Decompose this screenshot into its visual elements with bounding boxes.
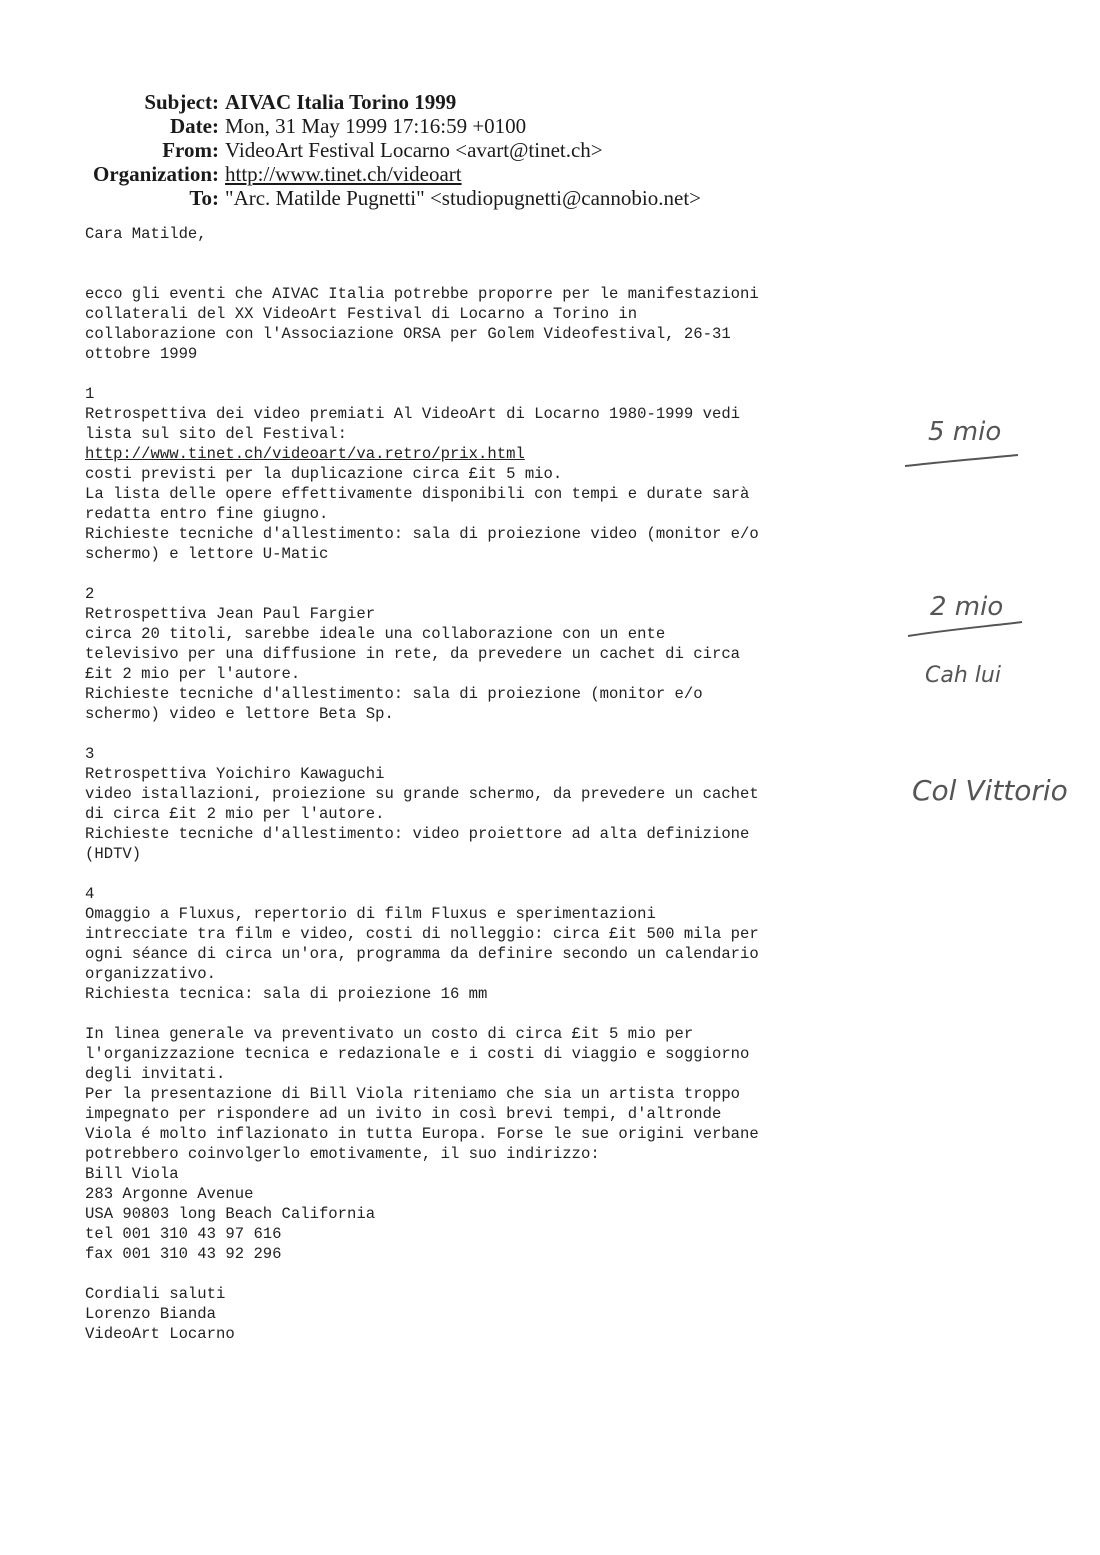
sender-name: Lorenzo Bianda bbox=[85, 1305, 217, 1323]
item-2 bbox=[85, 584, 905, 724]
address-fax: fax 001 310 43 92 296 bbox=[85, 1245, 282, 1263]
text-line: ogni séance di circa un'ora, programma da definire secondo un calendario bbox=[85, 945, 759, 963]
text-line: collaterali del XX VideoArt Festival di Locarno a Torino in bbox=[85, 305, 638, 323]
address-city: USA 90803 long Beach California bbox=[85, 1205, 376, 1223]
text-line: organizzativo. bbox=[85, 965, 217, 983]
signature bbox=[85, 1284, 905, 1344]
text-line: costi previsti per la duplicazione circa £it 5 mio. bbox=[85, 465, 563, 483]
sign-off: Cordiali saluti bbox=[85, 1285, 226, 1303]
text-line: ecco gli eventi che AIVAC Italia potrebbe proporre per le manifestazioni bbox=[85, 285, 759, 303]
text-line: Retrospettiva Jean Paul Fargier bbox=[85, 605, 376, 623]
festival-prix-link[interactable]: http://www.tinet.ch/videoart/va.retro/prix.html bbox=[85, 445, 525, 463]
text-line: In linea generale va preventivato un costo di circa £it 5 mio per bbox=[85, 1025, 694, 1043]
address-name: Bill Viola bbox=[85, 1165, 179, 1183]
to-row bbox=[0, 186, 701, 210]
sender-organization: VideoArt Locarno bbox=[85, 1325, 235, 1343]
text-line: Omaggio a Fluxus, repertorio di film Fluxus e sperimentazioni bbox=[85, 905, 656, 923]
text-line: Richieste tecniche d'allestimento: sala di proiezione (monitor e/o bbox=[85, 685, 703, 703]
text-line: Richiesta tecnica: sala di proiezione 16 mm bbox=[85, 985, 488, 1003]
text-line: potrebbero coinvolgerlo emotivamente, il suo indirizzo: bbox=[85, 1145, 600, 1163]
subject-value: AIVAC Italia Torino 1999 bbox=[225, 90, 457, 114]
organization-link[interactable]: http://www.tinet.ch/videoart bbox=[225, 162, 462, 186]
text-line: (HDTV) bbox=[85, 845, 142, 863]
email-headers bbox=[0, 90, 701, 210]
item-4 bbox=[85, 884, 905, 1004]
handwritten-underline bbox=[908, 622, 1022, 636]
from-label: From: bbox=[162, 138, 219, 162]
handwritten-underline bbox=[905, 455, 1018, 466]
handwritten-note-5-mio: 5 mio bbox=[928, 417, 1002, 447]
text-line: lista sul sito del Festival: bbox=[85, 425, 348, 443]
item-3 bbox=[85, 744, 905, 864]
item-number: 1 bbox=[85, 385, 95, 403]
text-line: video istallazioni, proiezione su grande schermo, da prevedere un cachet bbox=[85, 785, 759, 803]
handwritten-note-col-vittorio: Col Vittorio bbox=[912, 774, 1068, 807]
text-line: Retrospettiva Yoichiro Kawaguchi bbox=[85, 765, 385, 783]
text-line: schermo) e lettore U-Matic bbox=[85, 545, 329, 563]
email-body bbox=[85, 224, 905, 1344]
text-line: schermo) video e lettore Beta Sp. bbox=[85, 705, 394, 723]
to-label: To: bbox=[189, 186, 219, 210]
to-value: "Arc. Matilde Pugnetti" <studiopugnetti@cannobio.net> bbox=[225, 186, 702, 210]
text-line: £it 2 mio per l'autore. bbox=[85, 665, 301, 683]
text-line: Richieste tecniche d'allestimento: sala di proiezione video (monitor e/o bbox=[85, 525, 759, 543]
item-number: 4 bbox=[85, 885, 95, 903]
text-line: impegnato per rispondere ad un ivito in così brevi tempi, d'altronde bbox=[85, 1105, 722, 1123]
text-line: intrecciate tra film e video, costi di nolleggio: circa £it 500 mila per bbox=[85, 925, 759, 943]
subject-row bbox=[0, 90, 701, 114]
text-line: redatta entro fine giugno. bbox=[85, 505, 329, 523]
organization-row bbox=[0, 162, 701, 186]
text-line: degli invitati. bbox=[85, 1065, 226, 1083]
text-line: Richieste tecniche d'allestimento: video proiettore ad alta definizione bbox=[85, 825, 750, 843]
text-line: La lista delle opere effettivamente disponibili con tempi e durate sarà bbox=[85, 485, 750, 503]
item-number: 2 bbox=[85, 585, 95, 603]
intro-paragraph bbox=[85, 284, 905, 364]
closing-paragraph bbox=[85, 1024, 905, 1264]
text-line: l'organizzazione tecnica e redazionale e i costi di viaggio e soggiorno bbox=[85, 1045, 750, 1063]
text-line: Per la presentazione di Bill Viola riteniamo che sia un artista troppo bbox=[85, 1085, 741, 1103]
text-line: Viola é molto inflazionato in tutta Europa. Forse le sue origini verbane bbox=[85, 1125, 759, 1143]
handwritten-note-2-mio: 2 mio bbox=[930, 592, 1004, 622]
text-line: Retrospettiva dei video premiati Al VideoArt di Locarno 1980-1999 vedi bbox=[85, 405, 741, 423]
date-value: Mon, 31 May 1999 17:16:59 +0100 bbox=[225, 114, 527, 138]
handwritten-note-cah-lui: Cah lui bbox=[925, 663, 1001, 688]
greeting: Cara Matilde, bbox=[85, 225, 207, 243]
from-row bbox=[0, 138, 701, 162]
address-tel: tel 001 310 43 97 616 bbox=[85, 1225, 282, 1243]
text-line: ottobre 1999 bbox=[85, 345, 198, 363]
subject-label: Subject: bbox=[144, 90, 219, 114]
text-line: televisivo per una diffusione in rete, da prevedere un cachet di circa bbox=[85, 645, 741, 663]
item-1 bbox=[85, 384, 905, 564]
date-label: Date: bbox=[170, 114, 219, 138]
text-line: collaborazione con l'Associazione ORSA per Golem Videofestival, 26-31 bbox=[85, 325, 731, 343]
address-street: 283 Argonne Avenue bbox=[85, 1185, 254, 1203]
date-row bbox=[0, 114, 701, 138]
organization-label: Organization: bbox=[93, 162, 219, 186]
text-line: circa 20 titoli, sarebbe ideale una collaborazione con un ente bbox=[85, 625, 666, 643]
from-value: VideoArt Festival Locarno <avart@tinet.ch> bbox=[225, 138, 603, 162]
item-number: 3 bbox=[85, 745, 95, 763]
text-line: di circa £it 2 mio per l'autore. bbox=[85, 805, 385, 823]
